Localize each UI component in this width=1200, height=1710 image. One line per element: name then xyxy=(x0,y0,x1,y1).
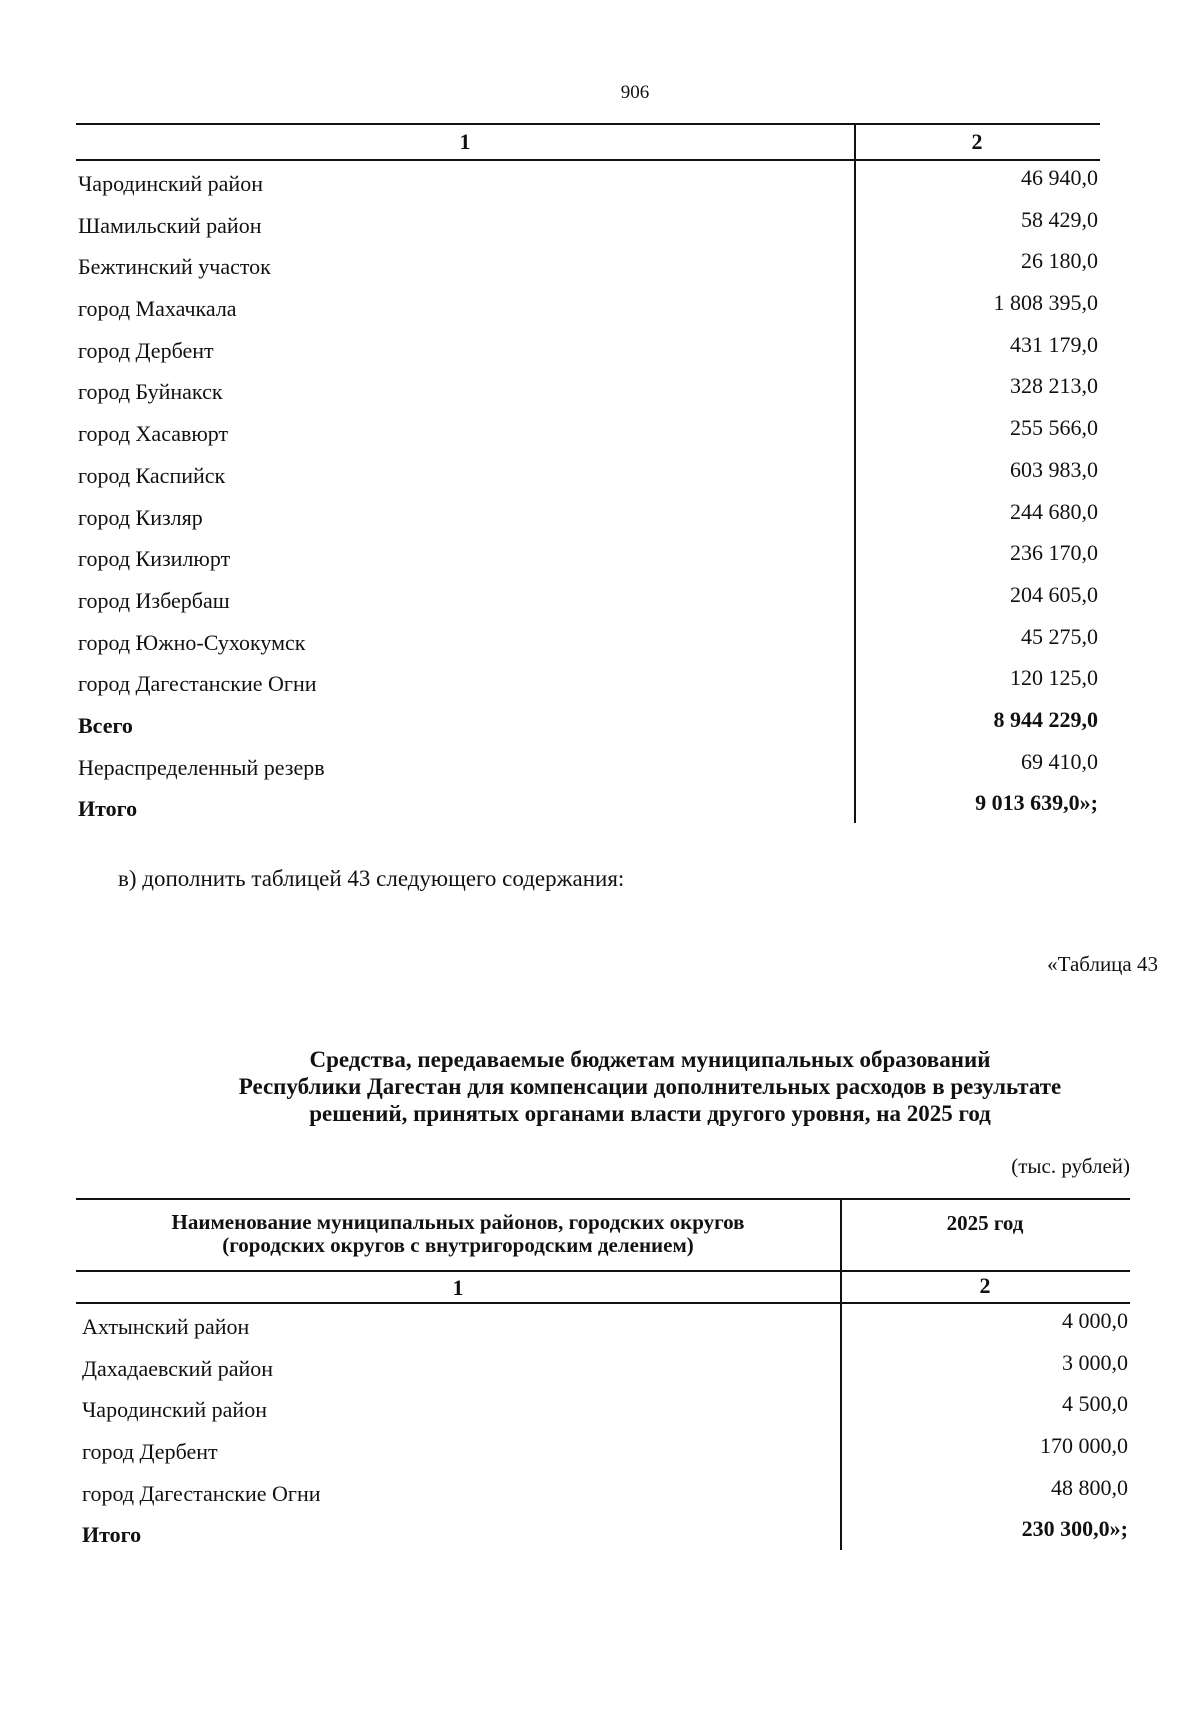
row-name: город Каспийск xyxy=(78,462,226,488)
column-header-year: 2025 год xyxy=(946,1211,1024,1235)
row-name: город Кизилюрт xyxy=(78,546,231,572)
table-row xyxy=(76,661,1100,703)
column-number-1: 1 xyxy=(459,129,471,154)
table-row xyxy=(76,495,1100,537)
row-value: 236 170,0 xyxy=(1010,540,1098,566)
row-name: Дахадаевский район xyxy=(82,1355,274,1381)
row-value: 8 944 229,0 xyxy=(993,706,1098,732)
row-value: 255 566,0 xyxy=(1010,415,1098,441)
row-name: Итого xyxy=(82,1522,142,1548)
row-name: Чародинский район xyxy=(82,1397,267,1423)
table-row xyxy=(76,411,1100,453)
row-name: город Махачкала xyxy=(78,296,237,322)
unit-label: (тыс. рублей) xyxy=(1011,1154,1130,1178)
row-name: город Дагестанские Огни xyxy=(78,671,317,697)
column-number-1: 1 xyxy=(452,1275,464,1300)
row-value: 120 125,0 xyxy=(1010,665,1098,691)
table-title xyxy=(130,1046,1170,1127)
row-value: 170 000,0 xyxy=(1040,1433,1128,1459)
row-name: город Хасавюрт xyxy=(78,421,229,447)
row-name: Итого xyxy=(78,796,138,822)
table-row xyxy=(76,286,1100,328)
row-value: 3 000,0 xyxy=(1062,1349,1128,1375)
table-header xyxy=(76,123,1100,161)
row-value: 4 000,0 xyxy=(1062,1308,1128,1333)
title-line: Республики Дагестан для компенсации дополнительных расходов в результате xyxy=(238,1074,1062,1099)
title-line: решений, принятых органами власти другого уровня, на 2025 год xyxy=(309,1101,991,1126)
table-row xyxy=(76,453,1100,495)
row-value: 69 410,0 xyxy=(1021,748,1098,774)
page-number: 906 xyxy=(620,82,650,103)
row-value: 48 800,0 xyxy=(1051,1474,1128,1500)
row-name: город Дербент xyxy=(82,1439,218,1465)
table-row xyxy=(76,328,1100,370)
amendment-instruction: в) дополнить таблицей 43 следующего содержания: xyxy=(118,866,625,891)
table-row xyxy=(76,244,1100,286)
title-line: Средства, передаваемые бюджетам муниципальных образований xyxy=(309,1047,991,1072)
row-name: Нераспределенный резерв xyxy=(78,754,325,780)
row-name: город Буйнакск xyxy=(78,379,223,405)
row-value: 230 300,0»; xyxy=(1021,1516,1128,1542)
table-row xyxy=(76,536,1100,578)
row-value: 9 013 639,0»; xyxy=(975,790,1098,816)
row-value: 328 213,0 xyxy=(1010,373,1098,399)
table-row xyxy=(76,1346,1130,1388)
row-value: 45 275,0 xyxy=(1021,623,1098,649)
row-name: город Избербаш xyxy=(78,587,230,613)
column-header-name xyxy=(76,1211,840,1257)
row-value: 1 808 395,0 xyxy=(993,290,1098,316)
row-name: Чародинский район xyxy=(78,171,263,196)
header-line: (городских округов с внутригородским делением) xyxy=(222,1233,694,1257)
table-row xyxy=(76,1387,1130,1429)
table-row xyxy=(76,1471,1130,1513)
row-value: 46 940,0 xyxy=(1021,165,1098,190)
row-value: 431 179,0 xyxy=(1010,331,1098,357)
row-name: город Кизляр xyxy=(78,504,203,530)
table-row xyxy=(76,1429,1130,1471)
table-row xyxy=(76,161,1100,203)
row-name: город Дагестанские Огни xyxy=(82,1480,321,1506)
row-name: Бежтинский участок xyxy=(78,254,271,280)
row-value: 58 429,0 xyxy=(1021,206,1098,232)
table-label: «Таблица 43 xyxy=(1047,952,1158,976)
table-row xyxy=(76,745,1100,787)
row-value: 603 983,0 xyxy=(1010,456,1098,482)
row-name: Всего xyxy=(78,712,133,738)
table-43 xyxy=(76,1198,1130,1554)
table-row xyxy=(76,578,1100,620)
table-row xyxy=(76,1304,1130,1346)
table-header xyxy=(76,1198,1130,1272)
row-value: 4 500,0 xyxy=(1062,1391,1128,1417)
row-value: 26 180,0 xyxy=(1021,248,1098,274)
row-value: 204 605,0 xyxy=(1010,581,1098,607)
row-name: Ахтынский район xyxy=(82,1314,250,1339)
row-name: город Дербент xyxy=(78,337,214,363)
row-name: город Южно-Сухокумск xyxy=(78,629,306,655)
table-row xyxy=(76,369,1100,411)
column-number-2: 2 xyxy=(971,129,983,154)
budget-table-continuation xyxy=(76,123,1100,828)
row-value: 244 680,0 xyxy=(1010,498,1098,524)
column-number-2: 2 xyxy=(979,1273,991,1298)
table-row-grand-total xyxy=(76,1512,1130,1554)
table-row-total xyxy=(76,703,1100,745)
table-numbering-row xyxy=(76,1272,1130,1304)
table-row xyxy=(76,620,1100,662)
table-row-grand-total xyxy=(76,786,1100,828)
table-row xyxy=(76,203,1100,245)
row-name: Шамильский район xyxy=(78,212,262,238)
header-line: Наименование муниципальных районов, городских округов xyxy=(171,1210,745,1234)
